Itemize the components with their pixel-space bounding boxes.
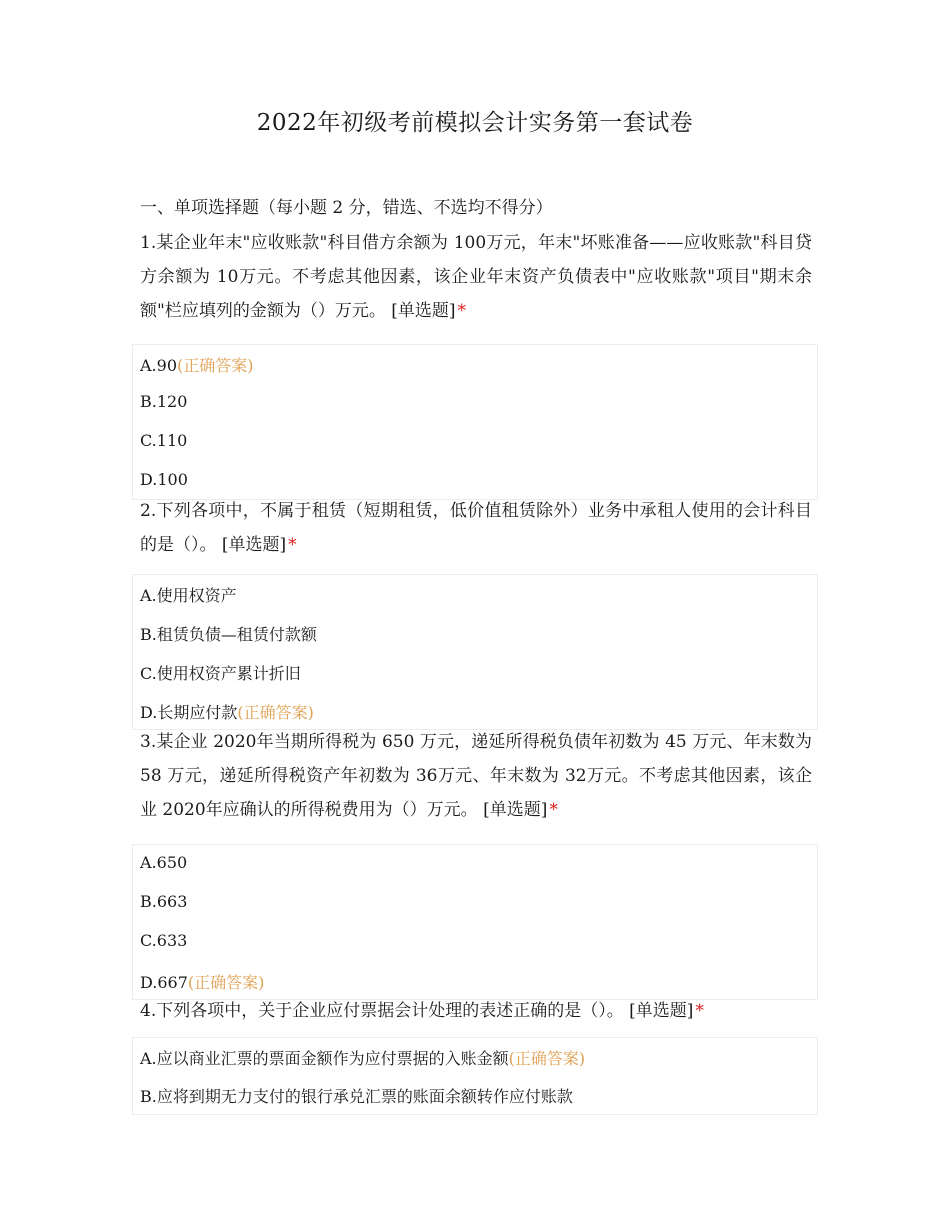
- required-star: *: [695, 1001, 704, 1021]
- option-a[interactable]: [140, 353, 254, 376]
- option-label: A.650: [140, 853, 188, 872]
- option-label: B.应将到期无力支付的银行承兑汇票的账面余额转作应付账款: [140, 1087, 573, 1106]
- option-label: A.使用权资产: [140, 586, 237, 605]
- question-2: [140, 494, 812, 562]
- option-label: B.120: [140, 392, 188, 411]
- question-type: [单选题]: [629, 1001, 694, 1021]
- required-star: *: [457, 301, 466, 321]
- option-label: D.100: [140, 470, 188, 489]
- options-box-3: [132, 844, 818, 1000]
- option-label: A.应以商业汇票的票面金额作为应付票据的入账金额: [140, 1049, 509, 1068]
- option-label: D.长期应付款: [140, 703, 238, 722]
- option-label: C.使用权资产累计折旧: [140, 664, 301, 683]
- exam-title: 2022年初级考前模拟会计实务第一套试卷: [256, 110, 694, 136]
- question-text: 1.某企业年末"应收账款"科目借方余额为 100万元，年末"坏账准备——应收账款"科目贷方余额为 10万元。不考虑其他因素，该企业年末资产负债表中"应收账款"项目"期末余额"栏应填列的金额为（）万元。: [140, 233, 812, 321]
- required-star: *: [549, 800, 558, 820]
- question-3: [140, 725, 812, 827]
- correct-answer-mark: (正确答案): [237, 703, 314, 722]
- question-type: [单选题]: [221, 535, 287, 555]
- question-text: 2.下列各项中，不属于租赁（短期租赁，低价值租赁除外）业务中承租人使用的会计科目的是（）。: [140, 501, 812, 555]
- option-b[interactable]: [140, 1084, 573, 1107]
- option-a[interactable]: [140, 853, 187, 872]
- option-d[interactable]: [140, 470, 188, 489]
- question-type: [单选题]: [483, 800, 548, 820]
- question-type: [单选题]: [391, 301, 456, 321]
- options-box-1: [132, 344, 818, 500]
- option-d[interactable]: [140, 700, 314, 723]
- option-c[interactable]: [140, 931, 187, 950]
- option-b[interactable]: [140, 892, 187, 911]
- required-star: *: [288, 535, 297, 555]
- option-b[interactable]: [140, 622, 317, 645]
- option-label: B.租赁负债—租赁付款额: [140, 625, 317, 644]
- option-a[interactable]: [140, 1046, 585, 1069]
- options-box-4: [132, 1037, 818, 1115]
- correct-answer-mark: (正确答案): [177, 356, 254, 375]
- correct-answer-mark: (正确答案): [508, 1049, 586, 1068]
- option-c[interactable]: [140, 661, 301, 684]
- section-heading: 一、单项选择题（每小题 2 分，错选、不选均不得分）: [140, 198, 553, 218]
- correct-answer-mark: (正确答案): [187, 973, 265, 992]
- option-c[interactable]: [140, 431, 187, 450]
- question-4: [140, 994, 812, 1028]
- question-1: [140, 226, 812, 328]
- option-a[interactable]: [140, 583, 237, 606]
- question-text: 3.某企业 2020年当期所得税为 650 万元，递延所得税负债年初数为 45 万元、年末数为 58 万元，递延所得税资产年初数为 36万元、年末数为 32万元。不考虑其他因素，该企业 2020年应确认的所得税费用为（）万元。: [140, 732, 812, 820]
- option-label: A.90: [140, 356, 177, 375]
- option-label: D.667: [140, 973, 188, 992]
- option-label: B.663: [140, 892, 188, 911]
- question-text: 4.下列各项中，关于企业应付票据会计处理的表述正确的是（）。: [140, 1001, 624, 1021]
- option-label: C.633: [140, 931, 188, 950]
- options-box-2: [132, 574, 818, 730]
- option-b[interactable]: [140, 392, 187, 411]
- option-label: C.110: [140, 431, 188, 450]
- option-d[interactable]: [140, 970, 264, 993]
